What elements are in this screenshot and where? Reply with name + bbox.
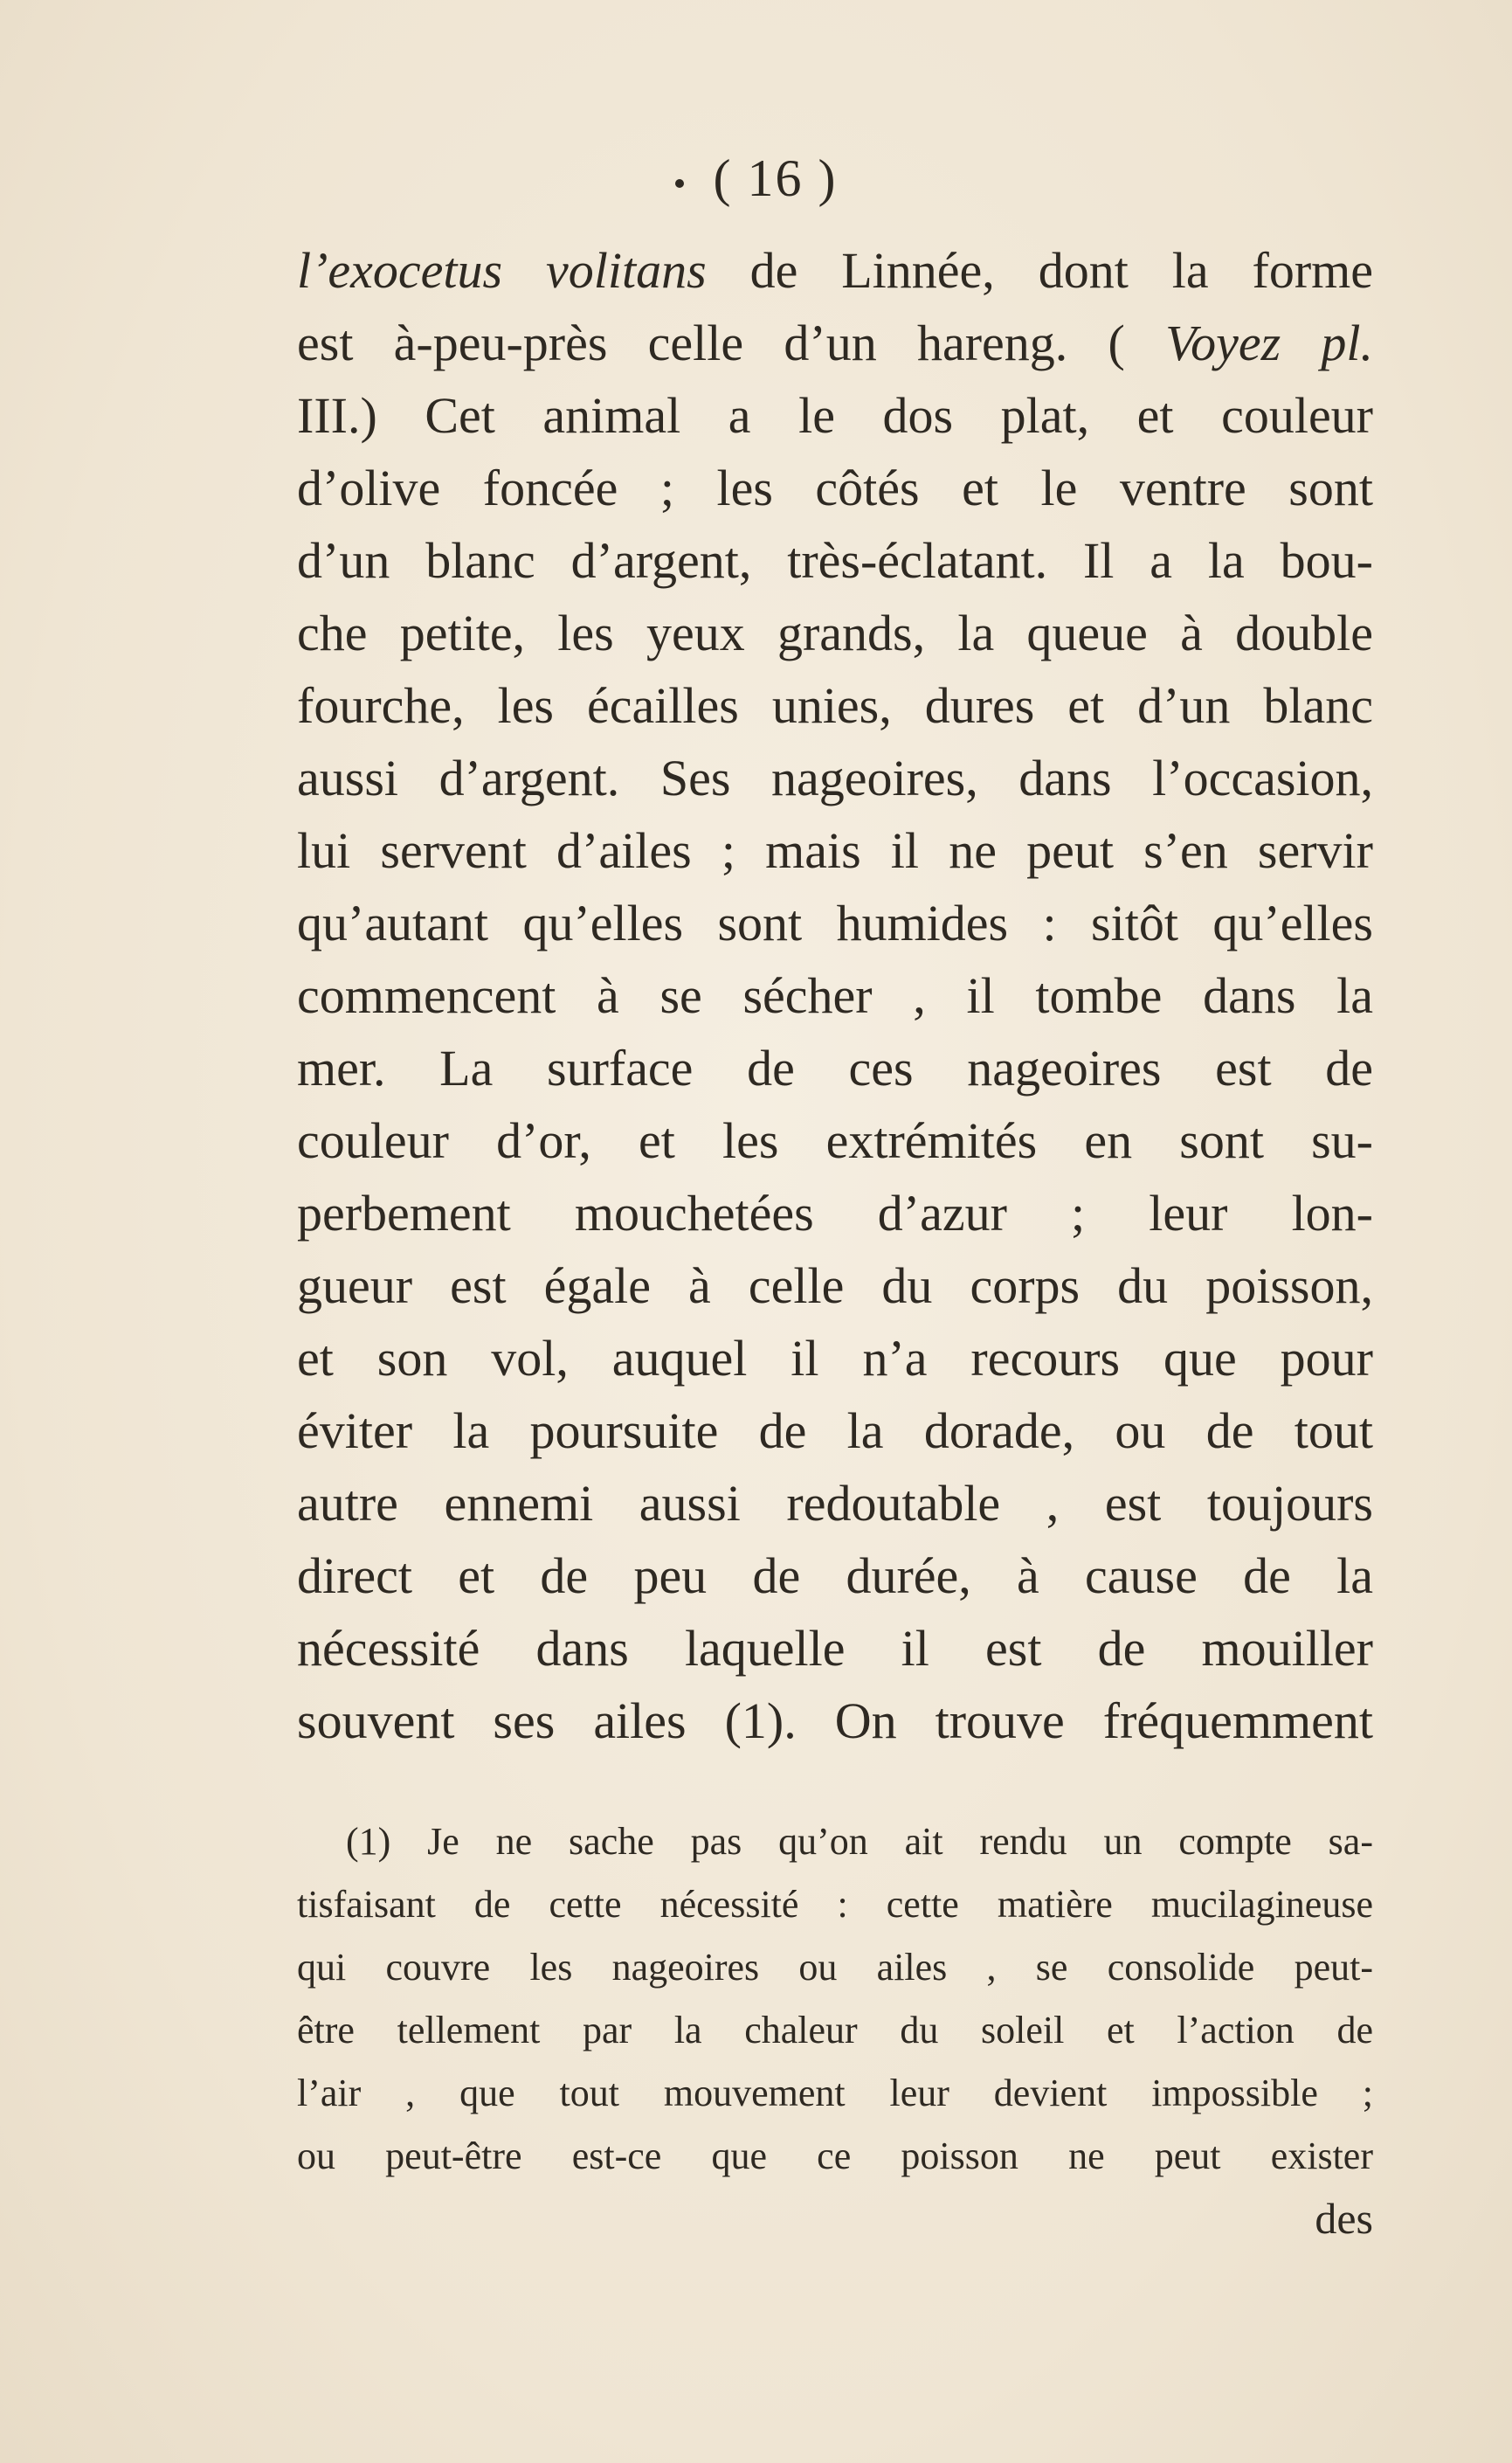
footnote xyxy=(297,1810,1373,2188)
page-number: ( 16 ) xyxy=(713,149,838,207)
text-line xyxy=(297,814,1373,887)
text-line xyxy=(297,524,1373,597)
text-line xyxy=(297,379,1373,452)
text-line xyxy=(297,1177,1373,1249)
italic-text: l’exocetus volitans xyxy=(297,242,707,299)
text-run: de Linnée, dont la forme xyxy=(706,242,1373,299)
text-run: éviter la poursuite de la dorade, ou de tout xyxy=(297,1402,1373,1459)
text-line xyxy=(297,1104,1373,1177)
text-line xyxy=(297,1612,1373,1685)
bullet-mark xyxy=(675,179,684,188)
text-line xyxy=(297,1032,1373,1104)
text-run: mer. La surface de ces nageoires est de xyxy=(297,1040,1373,1097)
text-line xyxy=(297,887,1373,959)
footnote-line: qui couvre les nageoires ou ailes , se consolide peut- xyxy=(297,1946,1373,1989)
text-run: et son vol, auquel il n’a recours que pour xyxy=(297,1330,1373,1387)
text-run: III.) Cet animal a le dos plat, et couleur xyxy=(297,387,1373,444)
page-header xyxy=(0,149,1512,209)
text-run: d’un blanc d’argent, très-éclatant. Il a la bou- xyxy=(297,532,1373,589)
text-line xyxy=(297,234,1373,307)
text-line xyxy=(297,1467,1373,1539)
text-line xyxy=(297,1685,1373,1757)
footnote-line: être tellement par la chaleur du soleil et l’action de xyxy=(297,2009,1373,2051)
text-line xyxy=(297,959,1373,1032)
text-line xyxy=(297,1249,1373,1322)
text-run: fourche, les écailles unies, dures et d’un blanc xyxy=(297,677,1373,734)
text-run: est à-peu-près celle d’un hareng. ( xyxy=(297,315,1166,371)
text-run: che petite, les yeux grands, la queue à double xyxy=(297,605,1373,661)
text-run: perbement mouchetées d’azur ; leur lon- xyxy=(297,1185,1373,1242)
text-run: qu’autant qu’elles sont humides : sitôt qu’elles xyxy=(297,895,1373,951)
text-run: d’olive foncée ; les côtés et le ventre sont xyxy=(297,460,1373,516)
text-line xyxy=(297,742,1373,814)
footnote-line: l’air , que tout mouvement leur devient impossible ; xyxy=(297,2072,1373,2114)
footnote-line: (1) Je ne sache pas qu’on ait rendu un compte sa- xyxy=(346,1820,1373,1863)
text-line xyxy=(297,307,1373,379)
text-line xyxy=(297,1322,1373,1394)
text-run: couleur d’or, et les extrémités en sont su- xyxy=(297,1112,1373,1169)
text-run: souvent ses ailes (1). On trouve fréquemment xyxy=(297,1692,1373,1749)
text-line xyxy=(297,1394,1373,1467)
text-line xyxy=(297,452,1373,524)
text-run: direct et de peu de durée, à cause de la xyxy=(297,1547,1373,1604)
text-run: lui servent d’ailes ; mais il ne peut s’en servir xyxy=(297,822,1373,879)
footnote-line: ou peut-être est-ce que ce poisson ne peut exister xyxy=(297,2134,1373,2177)
footnote-line: tisfaisant de cette nécessité : cette matière mucilagineuse xyxy=(297,1883,1373,1926)
text-line xyxy=(297,597,1373,669)
text-run: nécessité dans laquelle il est de mouiller xyxy=(297,1620,1373,1677)
text-line xyxy=(297,1539,1373,1612)
text-run: autre ennemi aussi redoutable , est toujours xyxy=(297,1475,1373,1532)
text-line xyxy=(297,669,1373,742)
text-run: commencent à se sécher , il tombe dans la xyxy=(297,967,1373,1024)
main-text xyxy=(297,234,1373,1757)
text-run: aussi d’argent. Ses nageoires, dans l’occasion, xyxy=(297,750,1373,806)
italic-text: Voyez pl. xyxy=(1165,315,1374,371)
catchword: des xyxy=(1315,2194,1373,2243)
text-run: gueur est égale à celle du corps du poisson, xyxy=(297,1257,1373,1314)
